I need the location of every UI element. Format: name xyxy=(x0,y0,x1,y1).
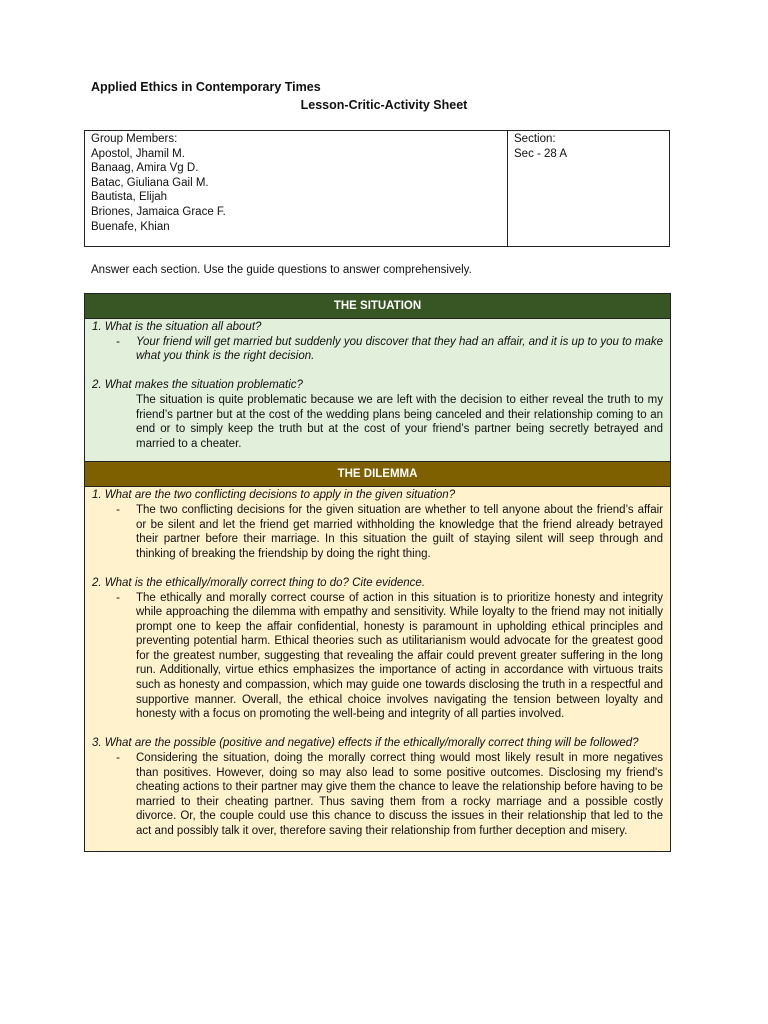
section-value: Sec - 28 A xyxy=(514,147,568,160)
document-subtitle: Lesson-Critic-Activity Sheet xyxy=(300,98,468,112)
instruction-text: Answer each section. Use the guide questions to answer comprehensively. xyxy=(91,264,472,276)
dilemma-answer-3 xyxy=(92,751,663,839)
group-info-table xyxy=(84,130,670,247)
dilemma-answer-2 xyxy=(92,591,663,722)
dilemma-answer-1 xyxy=(92,503,663,561)
bullet-dash: - xyxy=(116,591,120,604)
bullet-dash: - xyxy=(116,503,120,516)
answer-text: The two conflicting decisions for the given situation are whether to tell anyone about the friend’s affair or be silent and let the friend get married withholding the knowledge that the friend already betrayed their partner before their marriage. In this situation the guilt of staying silent will seep through and thinking of breaking the friendship by doing the right thing. xyxy=(136,503,663,560)
section-label: Section: xyxy=(514,133,556,145)
group-members-cell xyxy=(85,131,508,246)
bullet-dash: - xyxy=(116,752,120,765)
answer-text: Considering the situation, doing the morally correct thing would most likely result in more negatives than positives. However, doing so may also lead to some positive outcomes. Disclosing my friend's cheating actions to their partner may give them the chance to leave the relationship before having to be married to their cheating partner. Thus saving them from a rocky marriage and a possible costly divorce. Or, the couple could use this chance to discuss the issues in their relationship that led to the act and possibly talk it over, therefore saving their relationship from further deception and misery. xyxy=(136,752,663,837)
situation-answer-1 xyxy=(92,335,663,364)
section-cell xyxy=(508,131,669,246)
situation-body xyxy=(85,319,670,461)
situation-question-1: 1. What is the situation all about? xyxy=(92,321,262,333)
situation-question-2: 2. What makes the situation problematic? xyxy=(92,379,303,392)
bullet-dash: - xyxy=(116,335,120,348)
member-name: Buenafe, Khian xyxy=(91,220,170,233)
answer-text: Your friend will get married but suddenly you discover that they had an affair, and it is up to you to make what you think is the right decision. xyxy=(136,335,663,363)
dilemma-question-3: 3. What are the possible (positive and negative) effects if the ethically/morally correct thing will be followed? xyxy=(92,737,639,750)
answer-text: The ethically and morally correct course of action in this situation is to prioritize honesty and integrity while approaching the dilemma with empathy and sensitivity. While loyalty to the friend may not initially prompt one to keep the affair confidential, honesty is paramount in upholding ethical principles and preventing potential harm. Ethical theories such as utilitarianism would advocate for the greatest good for the greatest number, suggesting that revealing the affair could prevent greater suffering in the long run. Additionally, virtue ethics emphasizes the importance of acting in accordance with virtuous traits such as honesty and compassion, which may guide one towards disclosing the truth in a respectful and supportive manner. Overall, the ethical choice involves navigating the tension between loyalty and honesty with a focus on promoting the well-being and integrity of all parties involved. xyxy=(136,591,663,721)
document-title: Applied Ethics in Contemporary Times xyxy=(91,80,321,94)
activity-table xyxy=(84,293,671,852)
group-members-label: Group Members: xyxy=(91,133,178,145)
dilemma-body xyxy=(85,487,670,850)
member-name: Apostol, Jhamil M. xyxy=(91,147,185,160)
member-name: Banaag, Amira Vg D. xyxy=(91,162,199,175)
member-name: Briones, Jamaica Grace F. xyxy=(91,205,226,218)
dilemma-question-1: 1. What are the two conflicting decisions to apply in the given situation? xyxy=(92,489,456,502)
member-name: Bautista, Elijah xyxy=(91,191,168,204)
member-name: Batac, Giuliana Gail M. xyxy=(91,176,209,189)
dilemma-header: THE DILEMMA xyxy=(85,461,670,487)
dilemma-question-2: 2. What is the ethically/morally correct thing to do? Cite evidence. xyxy=(92,576,426,589)
situation-header: THE SITUATION xyxy=(85,294,670,319)
situation-answer-2: The situation is quite problematic because we are left with the decision to either reveal the truth to my friend’s partner but at the cost of the wedding plans being canceled and their relationship coming to an end or to simply keep the truth but at the cost of your friend’s partner being secretly betrayed and married to a cheater. xyxy=(136,393,663,450)
